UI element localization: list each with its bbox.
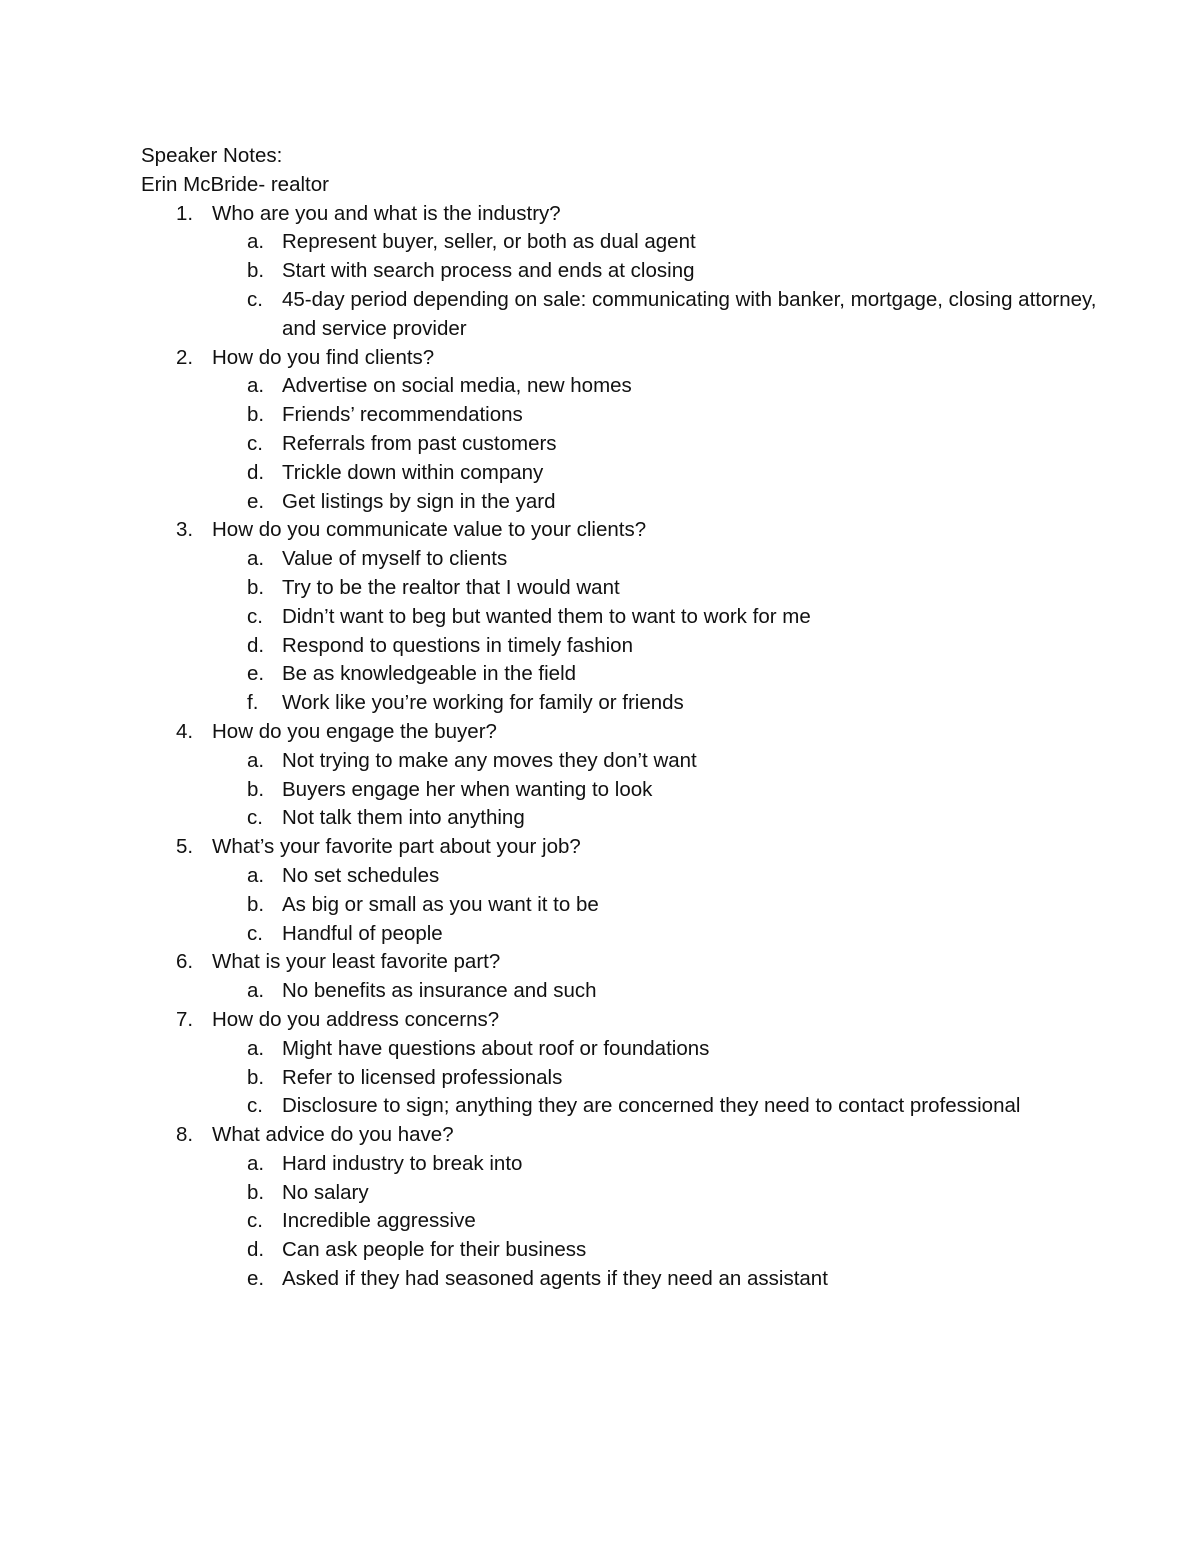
answer-list <box>212 747 1101 833</box>
answer-item <box>141 459 1101 488</box>
answer-item <box>141 862 1101 891</box>
answer-item <box>141 372 1101 401</box>
answer-item <box>141 603 1101 632</box>
answer-letter: b. <box>247 1065 265 1089</box>
answer-letter: a. <box>247 1036 265 1060</box>
answer-item <box>141 660 1101 689</box>
question-text: How do you find clients? <box>212 345 435 369</box>
answer-item <box>141 401 1101 430</box>
answer-text: Represent buyer, seller, or both as dual agent <box>282 230 696 254</box>
answer-letter: e. <box>247 662 265 686</box>
answer-list <box>212 862 1101 948</box>
question-text: What advice do you have? <box>212 1123 454 1147</box>
question-item <box>141 718 1101 833</box>
question-number: 7. <box>176 1007 194 1031</box>
answer-letter: c. <box>247 1094 263 1118</box>
answer-text: Asked if they had seasoned agents if they need an assistant <box>282 1267 828 1291</box>
answer-letter: b. <box>247 892 265 916</box>
answer-text: Handful of people <box>282 921 443 945</box>
answer-text: Advertise on social media, new homes <box>282 374 632 398</box>
question-text: How do you address concerns? <box>212 1007 500 1031</box>
answer-item <box>141 891 1101 920</box>
question-item <box>141 344 1101 517</box>
question-item <box>141 1006 1101 1121</box>
answer-text: As big or small as you want it to be <box>282 892 599 916</box>
answer-item <box>141 1207 1101 1236</box>
answer-text: Respond to questions in timely fashion <box>282 633 633 657</box>
question-item <box>141 1121 1101 1294</box>
answer-letter: a. <box>247 374 265 398</box>
answer-item <box>141 1150 1101 1179</box>
answer-list <box>212 228 1101 343</box>
question-text: Who are you and what is the industry? <box>212 201 561 225</box>
answer-letter: b. <box>247 259 265 283</box>
answer-item <box>141 804 1101 833</box>
answer-text: Not talk them into anything <box>282 806 525 830</box>
answer-text: Didn’t want to beg but wanted them to want to work for me <box>282 604 811 628</box>
question-number: 8. <box>176 1123 194 1147</box>
answer-item <box>141 1179 1101 1208</box>
answer-letter: c. <box>247 806 263 830</box>
answer-letter: b. <box>247 1180 265 1204</box>
answer-letter: d. <box>247 633 265 657</box>
answer-item <box>141 430 1101 459</box>
answer-text: Can ask people for their business <box>282 1238 587 1262</box>
question-number: 5. <box>176 835 194 859</box>
answer-text: Not trying to make any moves they don’t want <box>282 748 697 772</box>
question-text: What’s your favorite part about your job? <box>212 835 581 859</box>
answer-item <box>141 632 1101 661</box>
answer-text: Hard industry to break into <box>282 1151 523 1175</box>
question-number: 1. <box>176 201 194 225</box>
answer-letter: c. <box>247 1209 263 1233</box>
answer-text: Buyers engage her when wanting to look <box>282 777 653 801</box>
answer-text: Referrals from past customers <box>282 431 557 455</box>
answer-item <box>141 689 1101 718</box>
answer-text: Trickle down within company <box>282 460 544 484</box>
answer-item <box>141 1035 1101 1064</box>
answer-letter: c. <box>247 287 263 311</box>
answer-letter: b. <box>247 777 265 801</box>
answer-letter: e. <box>247 1267 265 1291</box>
answer-letter: d. <box>247 1238 265 1262</box>
answer-letter: b. <box>247 575 265 599</box>
answer-text: Work like you’re working for family or friends <box>282 691 684 715</box>
answer-item <box>141 286 1101 344</box>
answer-letter: c. <box>247 921 263 945</box>
document-subheading: Erin McBride- realtor <box>141 172 329 196</box>
answer-letter: a. <box>247 979 265 1003</box>
answer-text: Start with search process and ends at closing <box>282 259 695 283</box>
answer-text: Be as knowledgeable in the field <box>282 662 577 686</box>
question-text: How do you engage the buyer? <box>212 719 497 743</box>
answer-letter: a. <box>247 547 265 571</box>
question-text: What is your least favorite part? <box>212 950 501 974</box>
answer-text: No set schedules <box>282 863 440 887</box>
answer-letter: c. <box>247 604 263 628</box>
answer-item <box>141 574 1101 603</box>
answer-text: Refer to licensed professionals <box>282 1065 563 1089</box>
answer-list <box>212 545 1101 718</box>
answer-item <box>141 1092 1101 1121</box>
answer-letter: b. <box>247 403 265 427</box>
question-item <box>141 516 1101 718</box>
answer-item <box>141 228 1101 257</box>
question-item <box>141 948 1101 1006</box>
answer-text: Disclosure to sign; anything they are concerned they need to contact professional <box>282 1094 1021 1118</box>
answer-text: Get listings by sign in the yard <box>282 489 556 513</box>
document-heading: Speaker Notes: <box>141 144 283 167</box>
question-number: 6. <box>176 950 194 974</box>
answer-text: Incredible aggressive <box>282 1209 476 1233</box>
answer-item <box>141 1236 1101 1265</box>
answer-text: No benefits as insurance and such <box>282 979 597 1003</box>
answer-letter: a. <box>247 863 265 887</box>
answer-list <box>212 372 1101 516</box>
answer-text: 45-day period depending on sale: communicating with banker, mortgage, closing attorney, and service provider <box>282 287 1097 340</box>
answer-text: Might have questions about roof or foundations <box>282 1036 710 1060</box>
answer-list <box>212 1035 1101 1121</box>
answer-text: Friends’ recommendations <box>282 403 523 427</box>
answer-item <box>141 747 1101 776</box>
question-number: 2. <box>176 345 194 369</box>
answer-letter: e. <box>247 489 265 513</box>
answer-text: Try to be the realtor that I would want <box>282 575 620 599</box>
answer-letter: a. <box>247 230 265 254</box>
answer-letter: a. <box>247 748 265 772</box>
answer-text: No salary <box>282 1180 369 1204</box>
question-number: 3. <box>176 518 194 542</box>
answer-text: Value of myself to clients <box>282 547 508 571</box>
answer-item <box>141 488 1101 517</box>
question-list <box>141 200 1101 1294</box>
answer-list <box>212 1150 1101 1294</box>
answer-letter: f. <box>247 691 259 715</box>
answer-item <box>141 1265 1101 1294</box>
question-item <box>141 833 1101 948</box>
answer-item <box>141 776 1101 805</box>
question-item <box>141 200 1101 344</box>
answer-item <box>141 920 1101 949</box>
answer-list <box>212 977 1101 1006</box>
answer-letter: a. <box>247 1151 265 1175</box>
answer-letter: c. <box>247 431 263 455</box>
answer-item <box>141 545 1101 574</box>
document-body <box>141 142 1101 1294</box>
answer-letter: d. <box>247 460 265 484</box>
answer-item <box>141 257 1101 286</box>
question-number: 4. <box>176 719 194 743</box>
answer-item <box>141 977 1101 1006</box>
answer-item <box>141 1064 1101 1093</box>
question-text: How do you communicate value to your clients? <box>212 518 647 542</box>
